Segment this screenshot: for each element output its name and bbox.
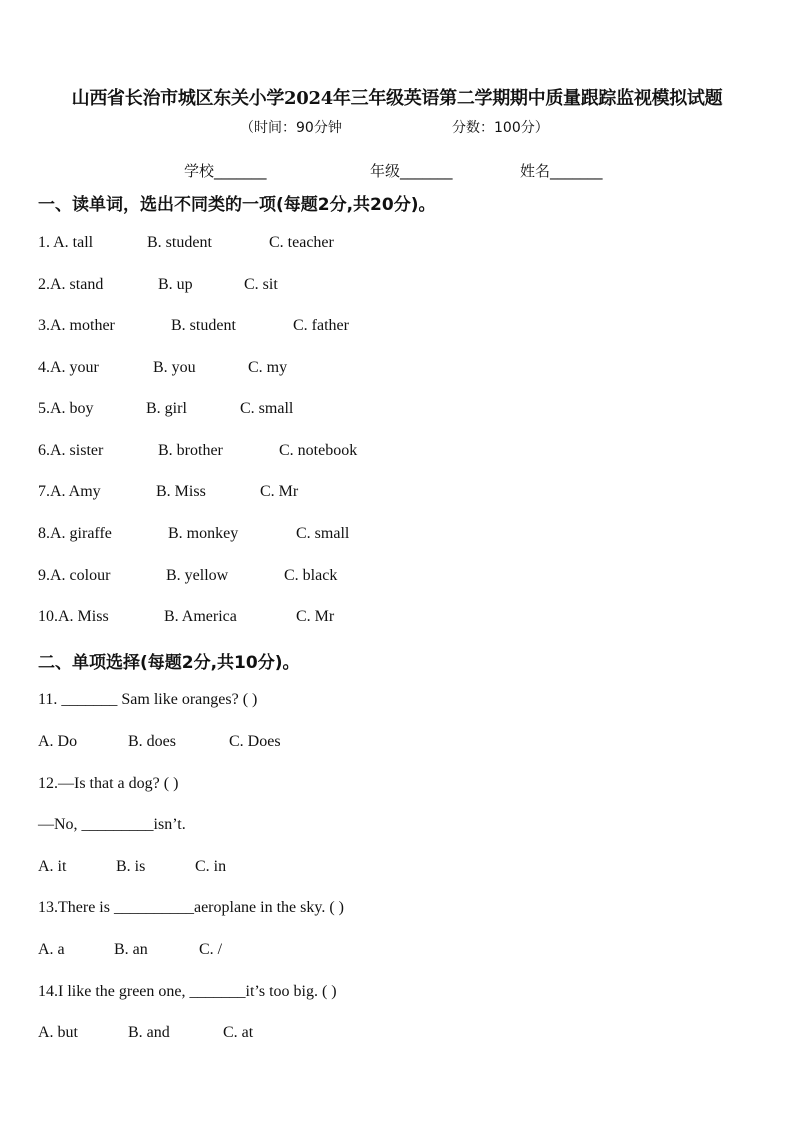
grade-field: 年级_______ [370, 162, 453, 180]
question-12: 12.—Is that a dog? ( ) [38, 775, 179, 792]
question-14: 14.I like the green one, _______it’s too big. ( ) [38, 983, 337, 1000]
exam-title: 山西省长治市城区东关小学2024年三年级英语第二学期期中质量跟踪监视模拟试题 [71, 88, 723, 109]
section1-heading: 一、读单词，选出不同类的一项(每题2分,共20分)。 [38, 195, 436, 215]
question-11: 11. _______ Sam like oranges? ( ) [38, 691, 258, 708]
section2-heading: 二、单项选择(每题2分,共10分)。 [38, 653, 300, 673]
school-field: 学校_______ [184, 162, 267, 180]
name-field: 姓名_______ [520, 162, 603, 180]
exam-score: 分数：100分） [452, 120, 549, 136]
question-12-reply: —No, _________isn’t. [38, 816, 186, 833]
exam-time: （时间：90分钟 [240, 120, 342, 136]
exam-page: 山西省长治市城区东关小学2024年三年级英语第二学期期中质量跟踪监视模拟试题 （时间：90分钟 分数：100分） 学校_______ 年级_______ 姓名_______ 一、读单词，选出不同类的一项(每题2分,共20分)。 1. A. tall B. student C. teacher 2.A. stand B. up C. sit 3.A. mother B. student C. father 4.A. your B. you C. my 5.A. boy B. girl C. small 6.A. sister B. brother C. notebook 7.A. Amy B. Miss C. Mr 8.A. giraffe B. monkey C. small 9.A. colour B. yellow C. black 10.A. Miss B. America C. Mr 二、单项选择(每题2分,共10分)。 11. _______ Sam like oranges? ( ) A. Do B. does C. Does 12.—Is that a dog? ( ) —No, _________isn’t. A. it B. is C. in 13.There is __________aeroplane in the sky. ( ) A. a B. an C. / 14.I like the green one, _______it’s too big. ( ) A. but B. and C. at [0, 0, 794, 1123]
question-13: 13.There is __________aeroplane in the sky. ( ) [38, 899, 344, 916]
